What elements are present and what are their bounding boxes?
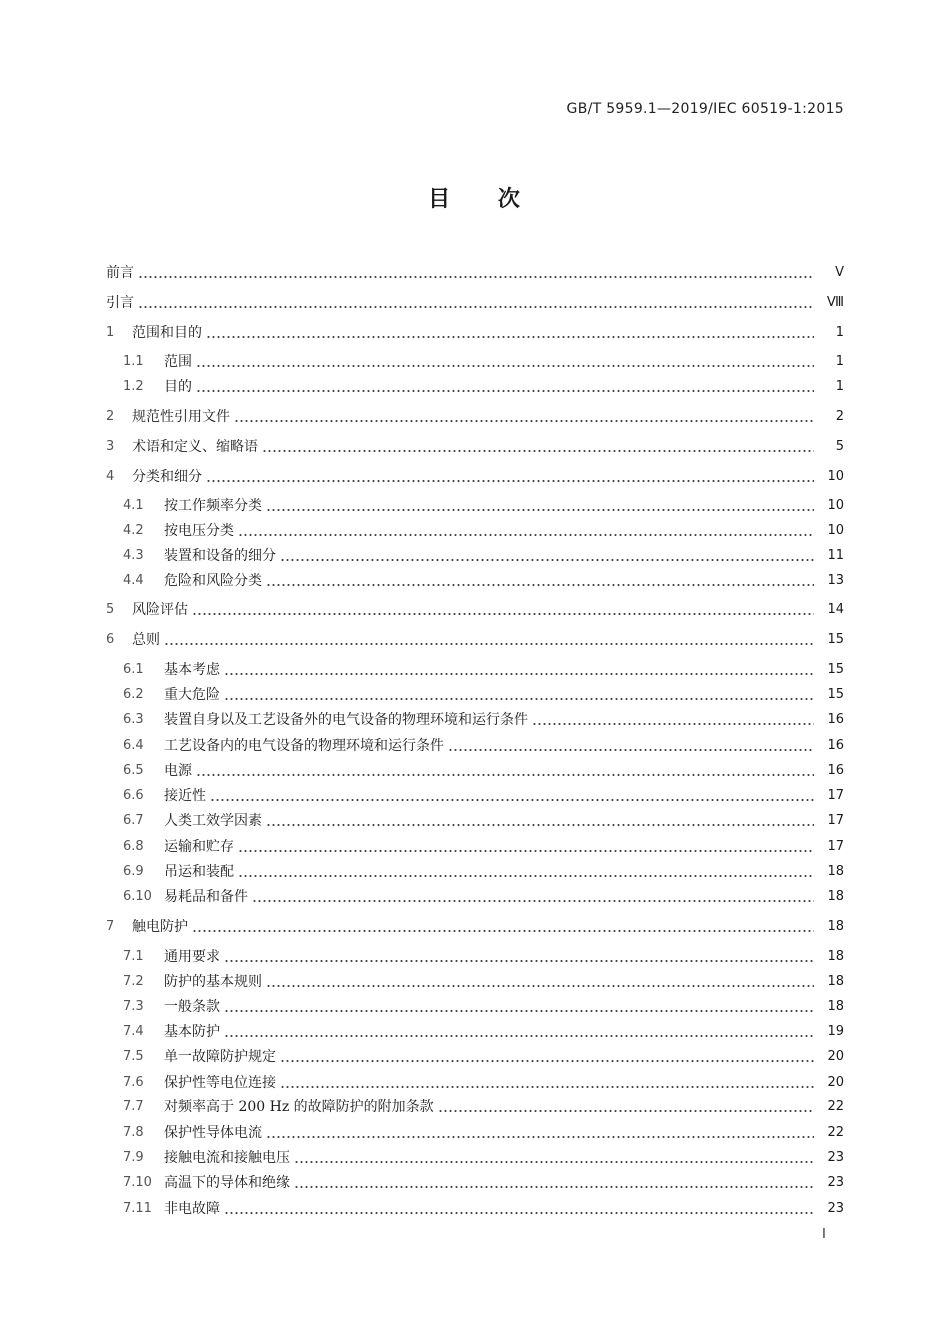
toc-entry[interactable] bbox=[106, 629, 844, 651]
toc-entry-title: 电源 bbox=[164, 763, 192, 779]
toc-entry[interactable] bbox=[106, 1096, 844, 1118]
dot-leader bbox=[266, 575, 814, 587]
toc-entry-page: 1 bbox=[835, 325, 844, 340]
toc-entry-number: 7.7 bbox=[123, 1099, 144, 1114]
toc-entry[interactable] bbox=[106, 599, 844, 621]
toc-entry-number: 6.3 bbox=[123, 712, 144, 727]
toc-entry[interactable] bbox=[106, 971, 844, 993]
dot-leader bbox=[224, 664, 814, 676]
toc-entry-page: 15 bbox=[827, 662, 844, 677]
toc-entry-title: 范围 bbox=[164, 354, 192, 370]
toc-entry-title: 范围和目的 bbox=[132, 325, 202, 341]
dot-leader bbox=[224, 951, 814, 963]
toc-entry[interactable] bbox=[106, 1072, 844, 1094]
toc-entry-page: 14 bbox=[827, 602, 844, 617]
dot-leader bbox=[164, 634, 814, 646]
toc-entry-title: 重大危险 bbox=[164, 687, 220, 703]
toc-entry-title: 单一故障防护规定 bbox=[164, 1049, 276, 1065]
toc-entry-number: 7 bbox=[106, 919, 115, 934]
dot-leader bbox=[224, 689, 814, 701]
toc-entry[interactable] bbox=[106, 1172, 844, 1194]
toc-entry[interactable] bbox=[106, 292, 844, 314]
toc-entry-title: 对频率高于 200 Hz 的故障防护的附加条款 bbox=[164, 1099, 434, 1115]
toc-entry-number: 7.3 bbox=[123, 999, 144, 1014]
toc-entry-title: 人类工效学因素 bbox=[164, 813, 262, 829]
toc-entry-number: 6.6 bbox=[123, 788, 144, 803]
toc-entry-title: 装置自身以及工艺设备外的电气设备的物理环境和运行条件 bbox=[164, 712, 528, 728]
toc-entry-page: 16 bbox=[827, 712, 844, 727]
dot-leader bbox=[138, 267, 814, 279]
dot-leader bbox=[266, 976, 814, 988]
toc-entry-title: 基本考虑 bbox=[164, 662, 220, 678]
toc-entry-number: 7.2 bbox=[123, 974, 144, 989]
toc-entry-page: 18 bbox=[827, 949, 844, 964]
toc-entry-page: Ⅴ bbox=[835, 265, 844, 280]
toc-entry-title: 接近性 bbox=[164, 788, 206, 804]
toc-entry[interactable] bbox=[106, 466, 844, 488]
toc-entry-title: 防护的基本规则 bbox=[164, 974, 262, 990]
toc-entry-title: 前言 bbox=[106, 265, 134, 281]
toc-entry-page: 2 bbox=[835, 409, 844, 424]
toc-entry[interactable] bbox=[106, 810, 844, 832]
toc-entry-number: 1.2 bbox=[123, 379, 144, 394]
toc-entry-page: 10 bbox=[827, 498, 844, 513]
toc-entry[interactable] bbox=[106, 996, 844, 1018]
toc-entry[interactable] bbox=[106, 886, 844, 908]
dot-leader bbox=[224, 1203, 814, 1215]
toc-entry[interactable] bbox=[106, 1046, 844, 1068]
dot-leader bbox=[280, 1051, 814, 1063]
dot-leader bbox=[266, 500, 814, 512]
toc-entry[interactable] bbox=[106, 262, 844, 284]
dot-leader bbox=[280, 1077, 814, 1089]
toc-entry-number: 7.8 bbox=[123, 1125, 144, 1140]
toc-entry-number: 1.1 bbox=[123, 354, 144, 369]
dot-leader bbox=[294, 1152, 814, 1164]
dot-leader bbox=[438, 1101, 814, 1113]
toc-entry-title: 保护性导体电流 bbox=[164, 1125, 262, 1141]
toc-entry-title: 分类和细分 bbox=[132, 469, 202, 485]
toc-entry-number: 4.4 bbox=[123, 573, 144, 588]
toc-entry-title: 引言 bbox=[106, 295, 134, 311]
dot-leader bbox=[192, 604, 814, 616]
dot-leader bbox=[294, 1177, 814, 1189]
toc-entry-title: 危险和风险分类 bbox=[164, 573, 262, 589]
toc-entry[interactable] bbox=[106, 1147, 844, 1169]
toc-entry-number: 6 bbox=[106, 632, 115, 647]
toc-entry[interactable] bbox=[106, 436, 844, 458]
toc-entry-number: 6.4 bbox=[123, 738, 144, 753]
toc-entry-page: 17 bbox=[827, 788, 844, 803]
toc-entry-number: 7.5 bbox=[123, 1049, 144, 1064]
toc-entry-title: 保护性等电位连接 bbox=[164, 1075, 276, 1091]
dot-leader bbox=[192, 921, 814, 933]
toc-entry-number: 7.11 bbox=[123, 1201, 152, 1216]
toc-entry-number: 4.1 bbox=[123, 498, 144, 513]
dot-leader bbox=[532, 714, 814, 726]
dot-leader bbox=[262, 441, 814, 453]
toc-entry-page: 23 bbox=[827, 1201, 844, 1216]
toc-entry-title: 基本防护 bbox=[164, 1024, 220, 1040]
toc-entry-page: 17 bbox=[827, 839, 844, 854]
toc-entry-page: 11 bbox=[827, 548, 844, 563]
toc-entry[interactable] bbox=[106, 1021, 844, 1043]
toc-entry[interactable] bbox=[106, 916, 844, 938]
dot-leader bbox=[196, 381, 814, 393]
toc-entry-number: 4.2 bbox=[123, 523, 144, 538]
toc-entry[interactable] bbox=[106, 1198, 844, 1220]
toc-entry-page: 16 bbox=[827, 738, 844, 753]
toc-entry-title: 吊运和装配 bbox=[164, 864, 234, 880]
dot-leader bbox=[234, 411, 814, 423]
toc-entry-number: 6.7 bbox=[123, 813, 144, 828]
toc-entry[interactable] bbox=[106, 861, 844, 883]
toc-entry[interactable] bbox=[106, 684, 844, 706]
toc-entry[interactable] bbox=[106, 570, 844, 592]
toc-entry-page: 18 bbox=[827, 999, 844, 1014]
page-folio: Ⅰ bbox=[821, 1227, 826, 1242]
toc-entry-page: 20 bbox=[827, 1049, 844, 1064]
toc-entry[interactable] bbox=[106, 495, 844, 517]
toc-entry-title: 非电故障 bbox=[164, 1201, 220, 1217]
toc-entry[interactable] bbox=[106, 735, 844, 757]
dot-leader bbox=[448, 740, 814, 752]
toc-entry-number: 7.6 bbox=[123, 1075, 144, 1090]
toc-entry[interactable] bbox=[106, 322, 844, 344]
toc-entry-number: 4 bbox=[106, 469, 115, 484]
toc-entry-title: 高温下的导体和绝缘 bbox=[164, 1175, 290, 1191]
page-title: 目 次 bbox=[428, 187, 522, 212]
toc-entry-number: 7.10 bbox=[123, 1175, 152, 1190]
toc-entry-page: 17 bbox=[827, 813, 844, 828]
toc-entry-page: 18 bbox=[827, 889, 844, 904]
dot-leader bbox=[238, 525, 814, 537]
toc-entry-title: 装置和设备的细分 bbox=[164, 548, 276, 564]
toc-entry-page: 10 bbox=[827, 523, 844, 538]
dot-leader bbox=[224, 1001, 814, 1013]
toc-entry-page: 1 bbox=[835, 379, 844, 394]
toc-entry-title: 规范性引用文件 bbox=[132, 409, 230, 425]
toc-entry[interactable] bbox=[106, 406, 844, 428]
toc-entry[interactable] bbox=[106, 709, 844, 731]
toc-entry-number: 7.4 bbox=[123, 1024, 144, 1039]
dot-leader bbox=[210, 790, 814, 802]
toc-entry-title: 通用要求 bbox=[164, 949, 220, 965]
dot-leader bbox=[206, 471, 814, 483]
toc-entry-page: 18 bbox=[827, 864, 844, 879]
toc-entry[interactable] bbox=[106, 659, 844, 681]
toc-entry-title: 术语和定义、缩略语 bbox=[132, 439, 258, 455]
toc-entry-title: 总则 bbox=[132, 632, 160, 648]
toc-entry[interactable] bbox=[106, 545, 844, 567]
toc-entry-title: 工艺设备内的电气设备的物理环境和运行条件 bbox=[164, 738, 444, 754]
toc-entry-number: 2 bbox=[106, 409, 115, 424]
dot-leader bbox=[196, 765, 814, 777]
toc-entry-page: 23 bbox=[827, 1150, 844, 1165]
toc-entry-page: 18 bbox=[827, 919, 844, 934]
toc-entry-number: 6.10 bbox=[123, 889, 152, 904]
toc-entry-page: 22 bbox=[827, 1099, 844, 1114]
dot-leader bbox=[238, 866, 814, 878]
toc-entry-page: 13 bbox=[827, 573, 844, 588]
toc-entry[interactable] bbox=[106, 351, 844, 373]
toc-entry-page: 15 bbox=[827, 632, 844, 647]
toc-entry-title: 接触电流和接触电压 bbox=[164, 1150, 290, 1166]
toc-entry-title: 风险评估 bbox=[132, 602, 188, 618]
toc-entry-page: 10 bbox=[827, 469, 844, 484]
toc-entry[interactable] bbox=[106, 760, 844, 782]
toc-entry[interactable] bbox=[106, 785, 844, 807]
dot-leader bbox=[252, 891, 814, 903]
toc-entry-title: 触电防护 bbox=[132, 919, 188, 935]
toc-entry-page: 19 bbox=[827, 1024, 844, 1039]
toc-entry-page: 1 bbox=[835, 354, 844, 369]
toc-entry[interactable] bbox=[106, 946, 844, 968]
toc-entry-title: 按电压分类 bbox=[164, 523, 234, 539]
toc-entry-number: 5 bbox=[106, 602, 115, 617]
dot-leader bbox=[280, 550, 814, 562]
dot-leader bbox=[138, 297, 814, 309]
toc-entry-number: 6.2 bbox=[123, 687, 144, 702]
toc-entry-number: 6.1 bbox=[123, 662, 144, 677]
toc-entry-page: 22 bbox=[827, 1125, 844, 1140]
dot-leader bbox=[266, 815, 814, 827]
dot-leader bbox=[224, 1026, 814, 1038]
toc-entry[interactable] bbox=[106, 1122, 844, 1144]
toc-entry-number: 4.3 bbox=[123, 548, 144, 563]
toc-entry-title: 按工作频率分类 bbox=[164, 498, 262, 514]
toc-entry[interactable] bbox=[106, 520, 844, 542]
toc-entry-page: 5 bbox=[835, 439, 844, 454]
dot-leader bbox=[238, 841, 814, 853]
toc-entry-title: 运输和贮存 bbox=[164, 839, 234, 855]
dot-leader bbox=[196, 356, 814, 368]
toc-entry-title: 目的 bbox=[164, 379, 192, 395]
toc-entry[interactable] bbox=[106, 836, 844, 858]
toc-entry-number: 3 bbox=[106, 439, 115, 454]
toc-entry-number: 1 bbox=[106, 325, 115, 340]
standard-code: GB/T 5959.1—2019/IEC 60519-1:2015 bbox=[566, 101, 844, 117]
toc-entry-number: 7.1 bbox=[123, 949, 144, 964]
toc-entry[interactable] bbox=[106, 376, 844, 398]
toc-entry-page: 23 bbox=[827, 1175, 844, 1190]
dot-leader bbox=[266, 1127, 814, 1139]
toc-entry-number: 6.8 bbox=[123, 839, 144, 854]
toc-entry-title: 一般条款 bbox=[164, 999, 220, 1015]
toc-entry-page: 20 bbox=[827, 1075, 844, 1090]
dot-leader bbox=[206, 327, 814, 339]
toc-entry-number: 6.9 bbox=[123, 864, 144, 879]
toc-entry-number: 7.9 bbox=[123, 1150, 144, 1165]
toc-entry-page: Ⅷ bbox=[826, 295, 844, 310]
toc-entry-page: 16 bbox=[827, 763, 844, 778]
toc-entry-page: 15 bbox=[827, 687, 844, 702]
toc-entry-number: 6.5 bbox=[123, 763, 144, 778]
toc-entry-title: 易耗品和备件 bbox=[164, 889, 248, 905]
toc-entry-page: 18 bbox=[827, 974, 844, 989]
